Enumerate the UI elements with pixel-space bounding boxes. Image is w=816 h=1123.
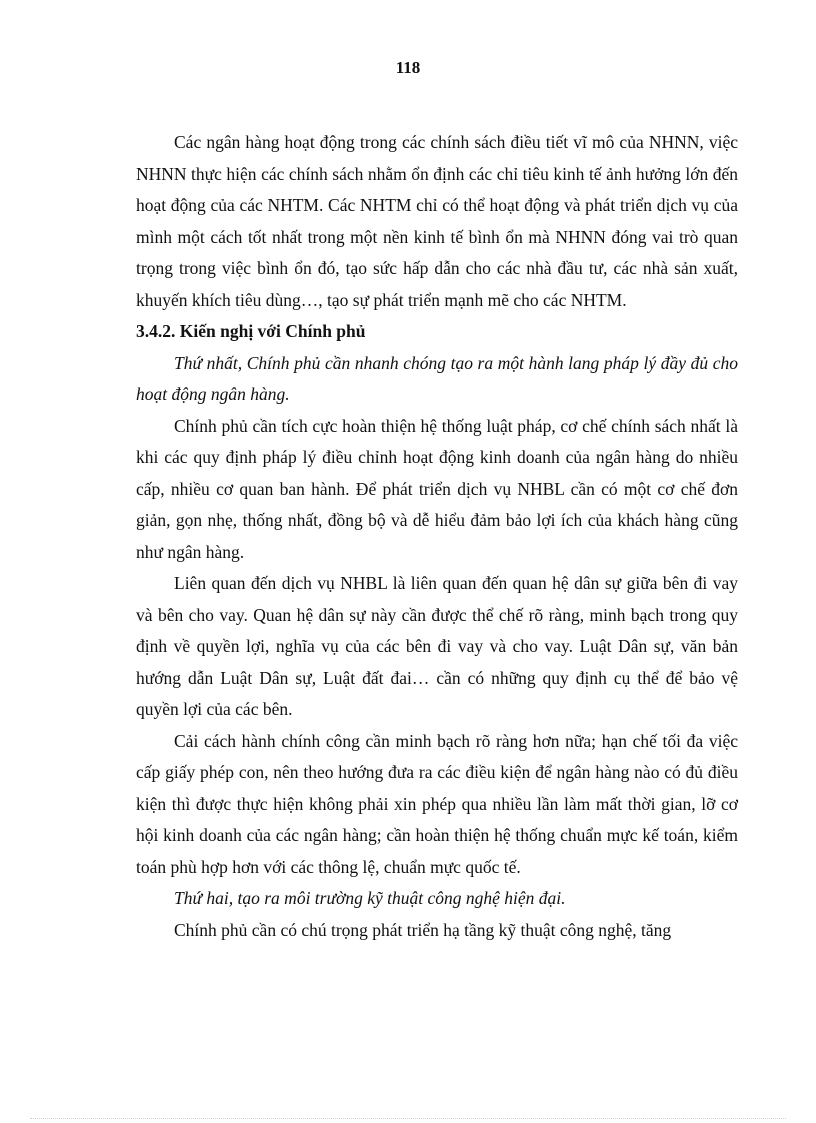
italic-point-second: Thứ hai, tạo ra môi trường kỹ thuật công nghệ hiện đại. bbox=[174, 888, 566, 908]
paragraph-legal-system: Chính phủ cần tích cực hoàn thiện hệ thống luật pháp, cơ chế chính sách nhất là khi các quy định pháp lý điều chỉnh hoạt động kinh doanh của ngân hàng do nhiều cấp, nhiều cơ quan ban hành. Để phát triển dịch vụ NHBL cần có một cơ chế đơn giản, gọn nhẹ, thống nhất, đồng bộ và dễ hiểu đảm bảo lợi ích của khách hàng cũng như ngân hàng. bbox=[136, 415, 738, 562]
section-heading: 3.4.2. Kiến nghị với Chính phủ bbox=[136, 321, 366, 341]
page-number: 118 bbox=[395, 58, 421, 77]
paragraph-technology: Chính phủ cần có chú trọng phát triển hạ tầng kỹ thuật công nghệ, tăng bbox=[174, 919, 672, 940]
italic-point-first: Thứ nhất, Chính phủ cần nhanh chóng tạo ra một hành lang pháp lý đầy đủ cho hoạt động ngân hàng. bbox=[136, 352, 738, 404]
footer-divider bbox=[30, 1118, 786, 1119]
paragraph-admin-reform: Cải cách hành chính công cần minh bạch rõ ràng hơn nữa; hạn chế tối đa việc cấp giấy phép con, nên theo hướng đưa ra các điều kiện để ngân hàng nào có đủ điều kiện thì được thực hiện không phải xin phép qua nhiều lần làm mất thời gian, lỡ cơ hội kinh doanh của các ngân hàng; cần hoàn thiện hệ thống chuẩn mực kế toán, kiểm toán phù hợp hơn với các thông lệ, chuẩn mực quốc tế. bbox=[136, 730, 738, 877]
paragraph-civil-relations: Liên quan đến dịch vụ NHBL là liên quan đến quan hệ dân sự giữa bên đi vay và bên cho vay. Quan hệ dân sự này cần được thể chế rõ ràng, minh bạch trong quy định về quyền lợi, nghĩa vụ của các bên đi vay và cho vay. Luật Dân sự, văn bản hướng dẫn Luật Dân sự, Luật đất đai… cần có những quy định cụ thể để bảo vệ quyền lợi của các bên. bbox=[136, 573, 738, 719]
paragraph-monetary-policy: Các ngân hàng hoạt động trong các chính sách điều tiết vĩ mô của NHNN, việc NHNN thực hiện các chính sách nhằm ổn định các chỉ tiêu kinh tế ảnh hưởng lớn đến hoạt động của các NHTM. Các NHTM chỉ có thể hoạt động và phát triển dịch vụ của mình một cách tốt nhất trong một nền kinh tế bình ổn mà NHNN đóng vai trò quan trọng trong việc bình ổn đó, tạo sức hấp dẫn cho các nhà đầu tư, các nhà sản xuất, khuyến khích tiêu dùng…, tạo sự phát triển mạnh mẽ cho các NHTM. bbox=[136, 132, 738, 310]
document-body bbox=[136, 127, 738, 946]
